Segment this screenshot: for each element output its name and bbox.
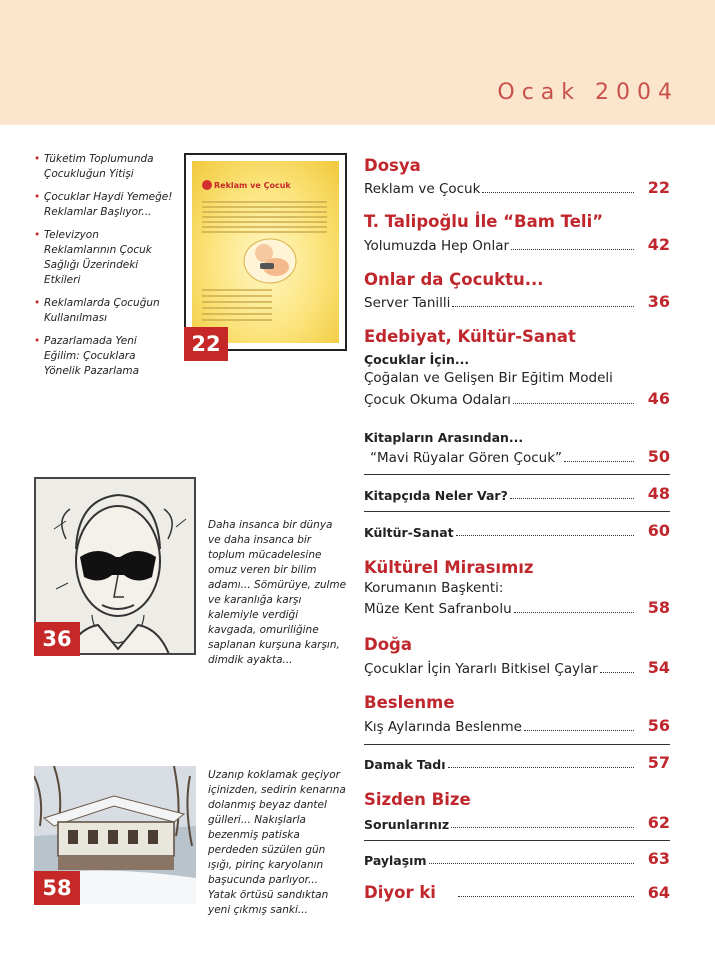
toc-page-number: 56 — [647, 716, 670, 735]
toc-page-number: 60 — [647, 521, 670, 540]
toc-entry-kitapcik[interactable] — [364, 483, 670, 503]
section-heading-beslenme: Beslenme — [364, 693, 455, 712]
thumbnail-title: Reklam ve Çocuk — [214, 181, 291, 190]
toc-entry-label: Çocuklar İçin Yararlı Bitkisel Çaylar — [364, 661, 598, 677]
issue-month: Ocak 2004 — [497, 80, 679, 105]
bullet-item: • Pazarlamada Yeni Eğilim: Çocuklara Yönelik Pazarlama — [34, 334, 174, 379]
toc-entry-label: Çocuk Okuma Odaları — [364, 392, 511, 408]
toc-page-number: 54 — [647, 658, 670, 677]
toc-page-number: 50 — [647, 447, 670, 466]
subheading-cocuklar-icin: Çocuklar İçin... — [364, 352, 470, 367]
portrait-caption: Daha insanca bir dünya ve daha insanca bir toplum mücadelesine omuz veren bir bilim adamı... Sömürüye, zulme ve karanlığa karşı kalemiyle verdiği kavgada, omuriliğine saplanan kurşuna karşın, dimdik ayakta... — [208, 519, 347, 666]
divider — [364, 744, 670, 745]
safranbolu-caption: Uzanıp koklamak geçiyor içinizden, sedirin kenarına dolanmış beyaz dantel gülleri... Nakışlarla bezenmiş patiska perdeden süzülen gün ışığı, pirinç karyolanın başucunda parlıyor... Yatak örtüsü sandıktan yeni çıkmış sanki... — [208, 769, 346, 916]
thumbnail-text-lines — [202, 289, 272, 325]
toc-entry-label: Yolumuzda Hep Onlar — [364, 238, 510, 254]
toc-entry-label: Paylaşım — [364, 853, 427, 868]
section-heading-miras: Kültürel Mirasımız — [364, 558, 534, 577]
toc-page-number: 63 — [647, 849, 670, 868]
header-band — [0, 0, 715, 125]
logo-dot-icon — [202, 180, 212, 190]
toc-entry-paylasim[interactable] — [364, 848, 670, 868]
dossier-page-thumbnail[interactable] — [184, 153, 347, 351]
baby-illustration-icon — [240, 231, 300, 286]
section-heading-dosya: Dosya — [364, 156, 421, 175]
toc-entry-label: Kültür-Sanat — [364, 525, 454, 540]
toc-entry-label: Kış Aylarında Beslenme — [364, 719, 522, 735]
toc-entry-bitkisel-caylar[interactable] — [364, 657, 670, 677]
toc-entry-yolumuzda[interactable] — [364, 234, 670, 254]
toc-page-number: 36 — [647, 292, 670, 311]
toc-page-number: 64 — [647, 883, 670, 902]
divider — [364, 474, 670, 475]
dossier-bullet-list — [34, 152, 174, 387]
toc-entry-damak-tadi[interactable] — [364, 752, 670, 772]
section-heading-doga: Doğa — [364, 635, 412, 654]
toc-line: Çoğalan ve Gelişen Bir Eğitim Modeli — [364, 370, 613, 386]
toc-entry-diyor-ki[interactable] — [364, 880, 670, 902]
divider — [364, 511, 670, 512]
page-badge-58: 58 — [34, 871, 80, 905]
toc-entry-label: Server Tanilli — [364, 295, 451, 311]
subheading-kitaplarin: Kitapların Arasından... — [364, 430, 524, 445]
toc-entry-label: Sorunlarınız — [364, 817, 450, 832]
divider — [364, 840, 670, 841]
section-heading-edebiyat: Edebiyat, Kültür-Sanat — [364, 327, 576, 346]
section-heading-onlar: Onlar da Çocuktu... — [364, 270, 544, 289]
toc-entry-reklam[interactable] — [364, 177, 670, 197]
bullet-item: • Televizyon Reklamlarının Çocuk Sağlığı Üzerindeki Etkileri — [34, 228, 174, 288]
page-badge-36: 36 — [34, 622, 80, 656]
toc-entry-kultur-sanat[interactable] — [364, 520, 670, 540]
toc-entry-label: Reklam ve Çocuk — [364, 181, 481, 197]
toc-page-number: 22 — [647, 178, 670, 197]
toc-page-number: 62 — [647, 813, 670, 832]
toc-entry-label: Kitapçıda Neler Var? — [364, 488, 508, 503]
toc-line: Korumanın Başkenti: — [364, 580, 504, 596]
toc-entry-label: Müze Kent Safranbolu — [364, 601, 512, 617]
toc-page-number: 42 — [647, 235, 670, 254]
toc-page-number: 58 — [647, 598, 670, 617]
section-heading-talipoglu: T. Talipoğlu İle “Bam Teli” — [364, 212, 604, 231]
toc-entry-label: Damak Tadı — [364, 757, 446, 772]
toc-entry-kis-beslenme[interactable] — [364, 715, 670, 735]
toc-entry-sorunlariniz[interactable] — [364, 812, 670, 832]
toc-entry-safranbolu[interactable] — [364, 597, 670, 617]
toc-entry-server[interactable] — [364, 291, 670, 311]
toc-page-number: 48 — [647, 484, 670, 503]
toc-entry-mavi-ruyalar[interactable] — [364, 446, 670, 466]
toc-page-number: 46 — [647, 389, 670, 408]
toc-entry-okuma-odalari[interactable] — [364, 388, 670, 408]
bullet-item: • Çocuklar Haydi Yemeğe! Reklamlar Başlıyor... — [34, 190, 174, 220]
toc-entry-label: “Mavi Rüyalar Gören Çocuk” — [370, 450, 563, 466]
toc-page-number: 57 — [647, 753, 670, 772]
bullet-item: • Tüketim Toplumunda Çocukluğun Yitişi — [34, 152, 174, 182]
section-heading-sizden-bize: Sizden Bize — [364, 790, 471, 809]
page-badge-22: 22 — [184, 327, 228, 361]
toc-entry-label: Diyor ki — [364, 883, 436, 902]
bullet-item: • Reklamlarda Çocuğun Kullanılması — [34, 296, 174, 326]
